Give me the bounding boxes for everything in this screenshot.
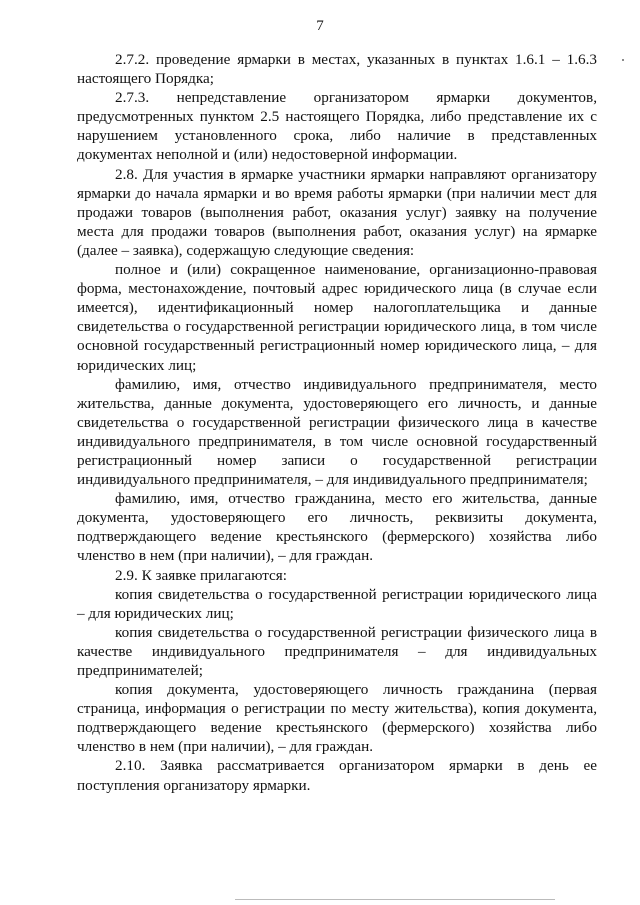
document-body	[77, 50, 597, 795]
paragraph-2-9: 2.9. К заявке прилагаются:	[115, 566, 287, 584]
paragraph-citizen-copy: копия документа, удостоверяющего личность гражданина (первая страница, информация о регистрации по месту жительства), копия документа, подтверждающего ведение крестьянского (фермерского) хозяйства либо членство в нем (при наличии), – для граждан.	[77, 681, 597, 756]
paragraph-2-7-2: 2.7.2. проведение ярмарки в местах, указанных в пунктах 1.6.1 – 1.6.3 настоящего Порядка;	[77, 51, 597, 88]
scan-edge-line	[235, 899, 555, 900]
paragraph-legal-entity-info: полное и (или) сокращенное наименование, организационно-правовая форма, местонахождение, почтовый адрес юридического лица (в случае если имеется), идентификационный номер налогоплательщика и данные свидетельства о государственной регистрации юридического лица, в том числе основной государственный регистрационный номер юридического лица, – для юридических лиц;	[77, 261, 597, 374]
paragraph-entrepreneur-copy: копия свидетельства о государственной регистрации физического лица в качестве индивидуального предпринимателя – для индивидуальных предпринимателей;	[77, 623, 597, 679]
page-number: 7	[316, 18, 324, 34]
paragraph-2-7-3: 2.7.3. непредставление организатором ярмарки документов, предусмотренных пунктом 2.5 настоящего Порядка, либо представление их с нарушением установленного срока, либо наличие в представленных документах неполной и (или) недостоверной информации.	[77, 89, 597, 164]
paragraph-citizen-info: фамилию, имя, отчество гражданина, место его жительства, данные документа, удостоверяющего его личность, реквизиты документа, подтверждающего ведение крестьянского (фермерского) хозяйства либо членство в нем (при наличии), – для граждан.	[77, 490, 597, 565]
paragraph-legal-entity-copy: копия свидетельства о государственной регистрации юридического лица – для юридических лиц;	[77, 585, 597, 622]
paragraph-2-8: 2.8. Для участия в ярмарке участники ярмарки направляют организатору ярмарки до начала ярмарки и во время работы ярмарки (при наличии мест для продажи товаров (выполнения работ, оказания услуг) заявку на получение места для продажи товаров (выполнения работ, оказания услуг) на ярмарке (далее – заявка), содержащую следующие сведения:	[77, 165, 597, 259]
paragraph-entrepreneur-info: фамилию, имя, отчество индивидуального предпринимателя, место жительства, данные документа, удостоверяющего его личность, и данные свидетельства о государственной регистрации физического лица в качестве индивидуального предпринимателя, в том числе основной государственный регистрационный номер записи о государственной регистрации индивидуального предпринимателя, – для индивидуального предпринимателя;	[77, 375, 597, 489]
paragraph-2-10: 2.10. Заявка рассматривается организатором ярмарки в день ее поступления организатору ярмарки.	[77, 757, 597, 794]
scan-speck	[622, 59, 624, 61]
